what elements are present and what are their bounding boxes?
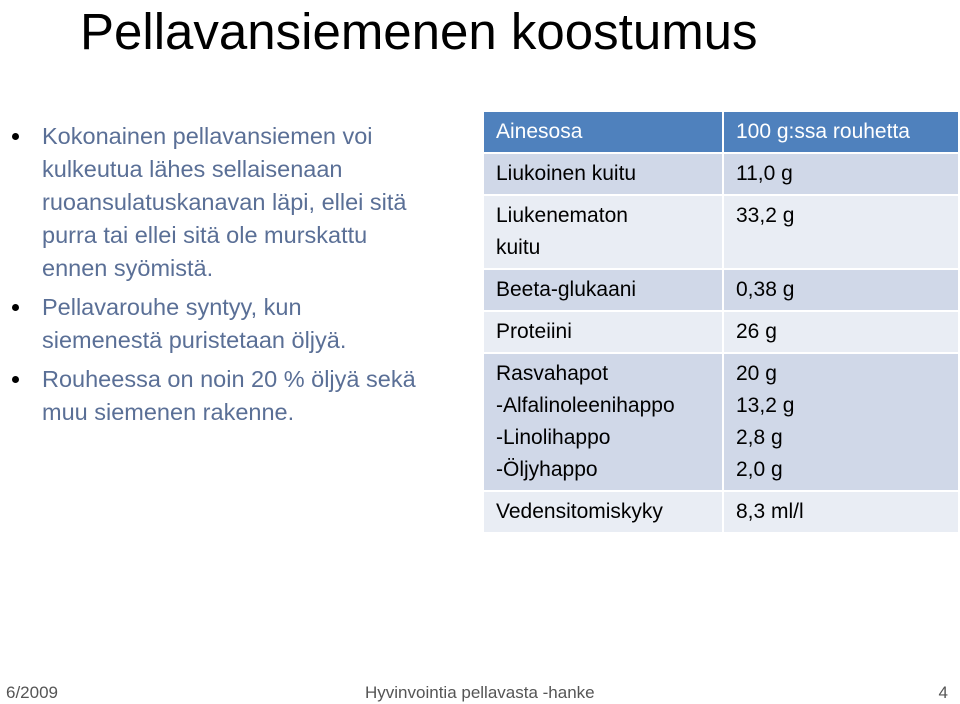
ingredient-cell	[484, 195, 723, 269]
ingredient-cell	[484, 311, 723, 353]
footer-project: Hyvinvointia pellavasta -hanke	[365, 683, 595, 702]
table-row	[484, 269, 959, 311]
amount-cell	[723, 491, 959, 533]
footer-date: 6/2009	[6, 683, 58, 702]
header-ingredient: Ainesosa	[484, 112, 723, 153]
ingredient-line: -Linolihappo	[496, 426, 611, 449]
bullet-item: Kokonainen pellavansiemen voi kulkeutua lähes sellaisenaan ruoansulatuskanavan läpi, ellei sitä purra tai ellei sitä ole murskattu ennen syömistä.	[6, 120, 426, 285]
ingredient-line: -Alfalinoleenihappo	[496, 394, 675, 417]
amount-line: 20 g	[736, 362, 777, 385]
ingredient-line: Vedensitomiskyky	[496, 500, 663, 523]
ingredient-line: Liukoinen kuitu	[496, 162, 637, 185]
ingredient-line: Liukenematon	[496, 204, 628, 227]
amount-line: 26 g	[736, 320, 777, 343]
bullet-item: Rouheessa on noin 20 % öljyä sekä muu siemenen rakenne.	[6, 363, 426, 429]
amount-cell	[723, 195, 959, 269]
amount-line: 8,3 ml/l	[736, 500, 804, 523]
table-row	[484, 491, 959, 533]
amount-cell	[723, 153, 959, 195]
amount-line: 33,2 g	[736, 204, 795, 227]
amount-line: 0,38 g	[736, 278, 795, 301]
table-row	[484, 311, 959, 353]
ingredient-line: kuitu	[496, 236, 541, 259]
table-row	[484, 353, 959, 491]
ingredient-line: Rasvahapot	[496, 362, 609, 385]
header-amount: 100 g:ssa rouhetta	[723, 112, 959, 153]
bullet-item: Pellavarouhe syntyy, kun siemenestä puristetaan öljyä.	[6, 291, 426, 357]
amount-line: 2,8 g	[736, 426, 783, 449]
ingredient-cell	[484, 153, 723, 195]
amount-line: 2,0 g	[736, 458, 783, 481]
table-row	[484, 153, 959, 195]
amount-cell	[723, 353, 959, 491]
ingredient-cell	[484, 491, 723, 533]
ingredient-cell	[484, 269, 723, 311]
ingredient-line: Beeta-glukaani	[496, 278, 637, 301]
footer-page-number: 4	[938, 683, 948, 702]
amount-line: 13,2 g	[736, 394, 795, 417]
bullet-list	[6, 120, 426, 435]
ingredient-line: -Öljyhappo	[496, 458, 598, 481]
composition-table	[484, 112, 960, 534]
amount-cell	[723, 311, 959, 353]
amount-cell	[723, 269, 959, 311]
table-header-row	[484, 112, 959, 153]
slide-title: Pellavansiemenen koostumus	[80, 3, 758, 60]
ingredient-line: Proteiini	[496, 320, 572, 343]
table-row	[484, 195, 959, 269]
amount-line: 11,0 g	[736, 162, 793, 185]
ingredient-cell	[484, 353, 723, 491]
